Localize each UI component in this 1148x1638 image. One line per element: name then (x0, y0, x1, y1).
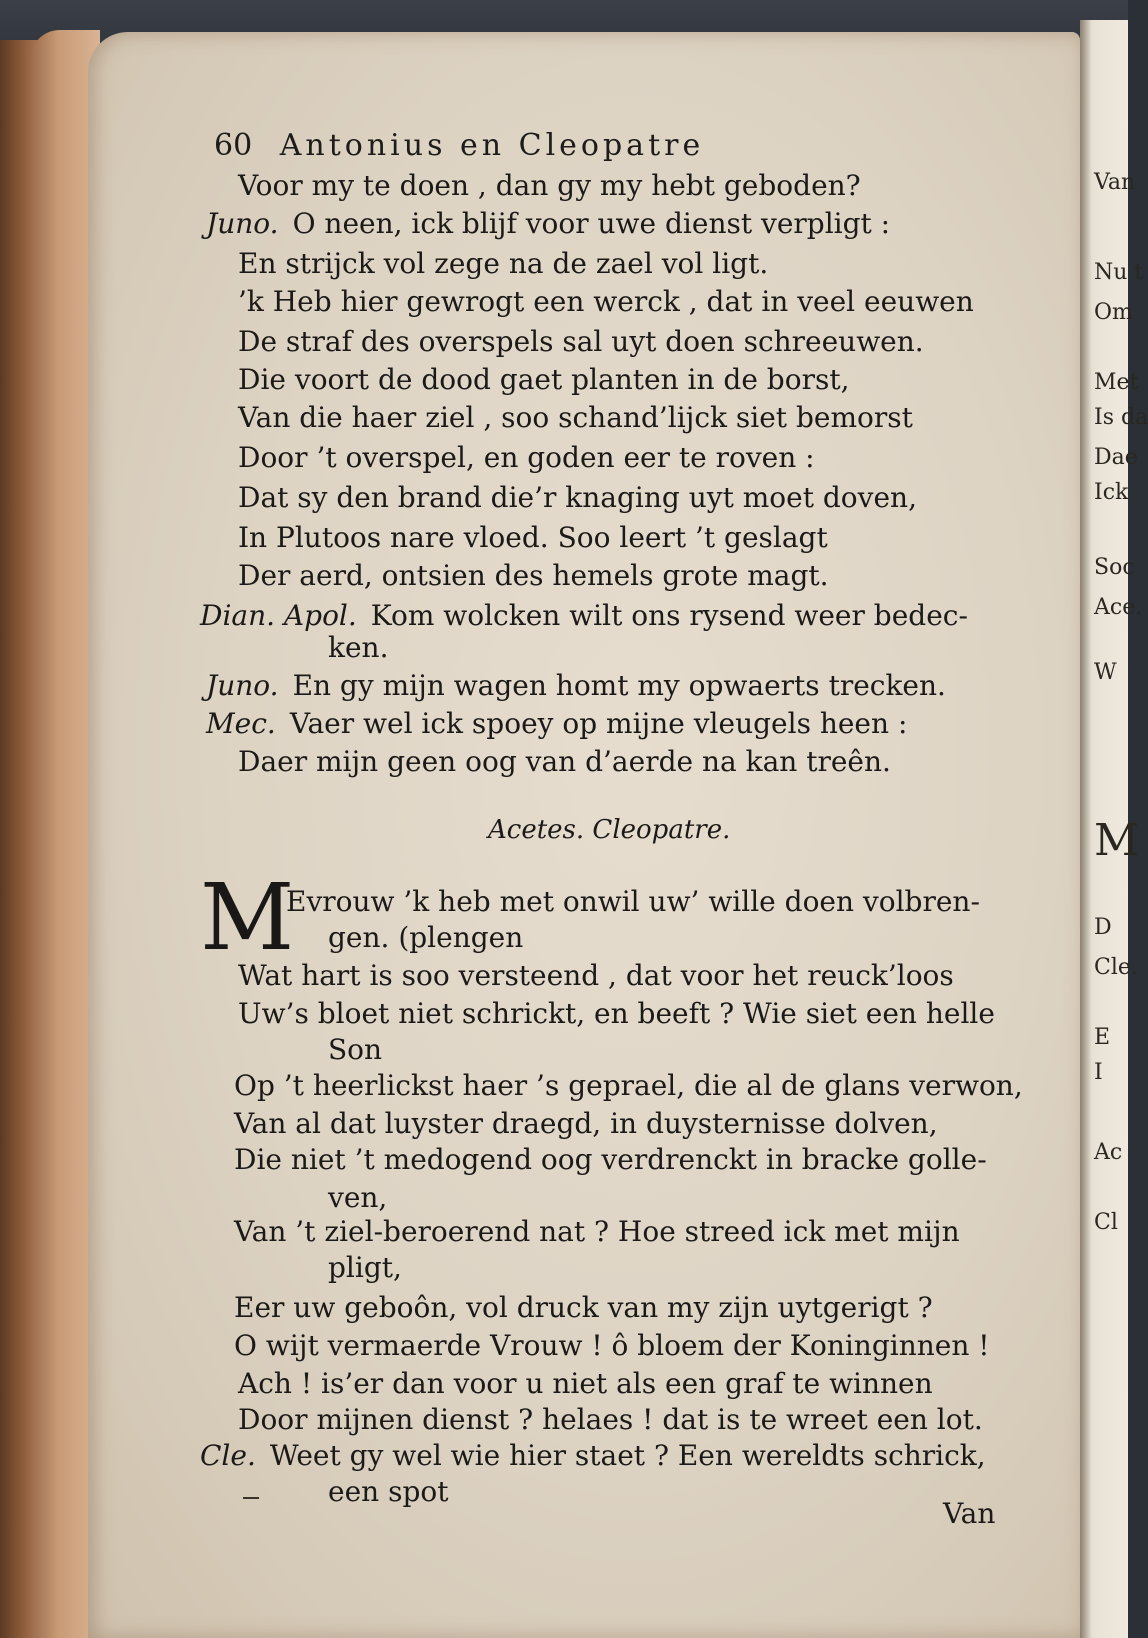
verse-line (234, 1107, 938, 1140)
verse-line (238, 997, 995, 1030)
verse-text: pligt, (328, 1251, 402, 1284)
verse-text: Kom wolcken wilt ons rysend weer bedec- (370, 599, 968, 632)
running-title: Antonius en Cleopatre (279, 128, 705, 163)
verse-text: Eer uw geboôn, vol druck van my zijn uytgerigt ? (234, 1291, 933, 1324)
verse-text: Door ’t overspel, en goden eer te roven : (238, 441, 815, 474)
facing-page-fragment: Ace. (1094, 595, 1143, 620)
verse-text: ken. (328, 631, 389, 664)
facing-page-fragment: Cle. (1094, 955, 1138, 980)
verse-text: Daer mijn geen oog van d’aerde na kan treên. (238, 745, 891, 778)
verse-line (286, 885, 980, 918)
facing-page-fragment: E (1094, 1025, 1111, 1050)
verse-line (206, 207, 891, 240)
verse-text: Vaer wel ick spoey op mijne vleugels heen : (289, 707, 908, 740)
verse-line (200, 1439, 986, 1472)
verse-line (234, 1143, 987, 1176)
facing-page-fragment: M (1094, 815, 1140, 866)
verse-text: Son (328, 1033, 383, 1066)
book-page (88, 32, 1080, 1638)
verse-line (238, 959, 954, 992)
speaker-label: Juno. (206, 669, 279, 702)
verse-text: Dat sy den brand die’r knaging uyt moet doven, (238, 481, 917, 514)
verse-line (238, 325, 924, 358)
verse-text: Ach ! is’er dan voor u niet als een graf te winnen (238, 1367, 933, 1400)
scene-heading: Acetes. Cleopatre. (488, 815, 731, 845)
verse-line (238, 481, 917, 514)
verse-text: een spot (328, 1475, 449, 1508)
verse-text: ven, (328, 1181, 388, 1214)
verse-line (206, 707, 908, 740)
facing-page-fragment: Is da (1094, 405, 1148, 430)
verse-line (238, 285, 974, 318)
facing-page-edge (1080, 20, 1148, 1638)
verse-line (234, 1291, 933, 1324)
verse-text: O wijt vermaerde Vrouw ! ô bloem der Koninginnen ! (234, 1329, 990, 1362)
verse-text: En gy mijn wagen homt my opwaerts trecken. (292, 669, 946, 702)
facing-page-fragment: Nu t (1094, 260, 1144, 285)
facing-page-fragment: Met (1094, 370, 1139, 395)
verse-text: Van al dat luyster draegd, in duysternisse dolven, (234, 1107, 938, 1140)
page-content (88, 32, 1080, 1638)
verse-line (206, 669, 946, 702)
verse-line (238, 169, 861, 202)
facing-page-fragment: W (1094, 660, 1117, 685)
facing-page-fragment: I (1094, 1060, 1103, 1085)
verse-text: Evrouw ’k heb met onwil uw’ wille doen volbren- (286, 885, 980, 918)
verse-line (234, 1329, 990, 1362)
verse-line (238, 247, 769, 280)
verse-line (328, 921, 524, 954)
verse-line (328, 1475, 449, 1508)
speaker-label: Dian. Apol. (200, 599, 357, 632)
verse-line (238, 1403, 983, 1436)
verse-text: Weet gy wel wie hier staet ? Een wereldts schrick, (269, 1439, 986, 1472)
verse-text: En strijck vol zege na de zael vol ligt. (238, 247, 769, 280)
speaker-label: Cle. (200, 1439, 256, 1472)
verse-line (238, 401, 913, 434)
verse-text: Die voort de dood gaet planten in de borst, (238, 363, 850, 396)
verse-text: Wat hart is soo versteend , dat voor het reuck’loos (238, 959, 954, 992)
facing-page-fragment: Ac (1094, 1140, 1123, 1165)
verse-text: Van ’t ziel-beroerend nat ? Hoe streed ick met mijn (234, 1215, 960, 1248)
verse-line (238, 363, 850, 396)
verse-text: Voor my te doen , dan gy my hebt geboden? (238, 169, 861, 202)
verse-line (238, 521, 828, 554)
verse-line (238, 559, 829, 592)
verse-line (328, 1033, 383, 1066)
speaker-label: Juno. (206, 207, 279, 240)
verse-text: Op ’t heerlickst haer ’s geprael, die al de glans verwon, (234, 1069, 1023, 1102)
verse-text: Uw’s bloet niet schrickt, en beeft ? Wie siet een helle (238, 997, 995, 1030)
running-header (214, 128, 704, 163)
facing-page-fragment: Ick (1094, 480, 1129, 505)
verse-line (238, 745, 891, 778)
verse-text: ’k Heb hier gewrogt een werck , dat in veel eeuwen (238, 285, 974, 318)
verse-line (234, 1215, 960, 1248)
verse-line (238, 441, 815, 474)
page-number: 60 (214, 128, 253, 163)
verse-line (234, 1069, 1023, 1102)
verse-line (328, 1181, 388, 1214)
verse-text: gen. (plengen (328, 921, 524, 954)
verse-text: Door mijnen dienst ? helaes ! dat is te wreet een lot. (238, 1403, 983, 1436)
facing-page-fragment: Dae (1094, 445, 1138, 470)
verse-text: Van die haer ziel , soo schand’lijck siet bemorst (238, 401, 913, 434)
verse-text: O neen, ick blijf voor uwe dienst verpligt : (292, 207, 891, 240)
facing-page-fragment: Van (1094, 170, 1136, 195)
speaker-label: Mec. (206, 707, 276, 740)
verse-line (238, 1367, 933, 1400)
facing-page-fragment: D (1094, 915, 1112, 940)
drop-capital: M (200, 864, 295, 971)
verse-text: Der aerd, ontsien des hemels grote magt. (238, 559, 829, 592)
verse-text: In Plutoos nare vloed. Soo leert ’t geslagt (238, 521, 828, 554)
catchword: Van (943, 1497, 996, 1530)
verse-line (328, 631, 389, 664)
facing-page-fragment: Om (1094, 300, 1133, 325)
verse-line (328, 1251, 402, 1284)
verse-text: Die niet ’t medogend oog verdrenckt in bracke golle- (234, 1143, 987, 1176)
printer-mark (243, 1497, 259, 1499)
facing-page-fragment: Soc (1094, 555, 1135, 580)
facing-page-fragment: Cl (1094, 1210, 1118, 1235)
verse-line (200, 599, 968, 632)
verse-text: De straf des overspels sal uyt doen schreeuwen. (238, 325, 924, 358)
